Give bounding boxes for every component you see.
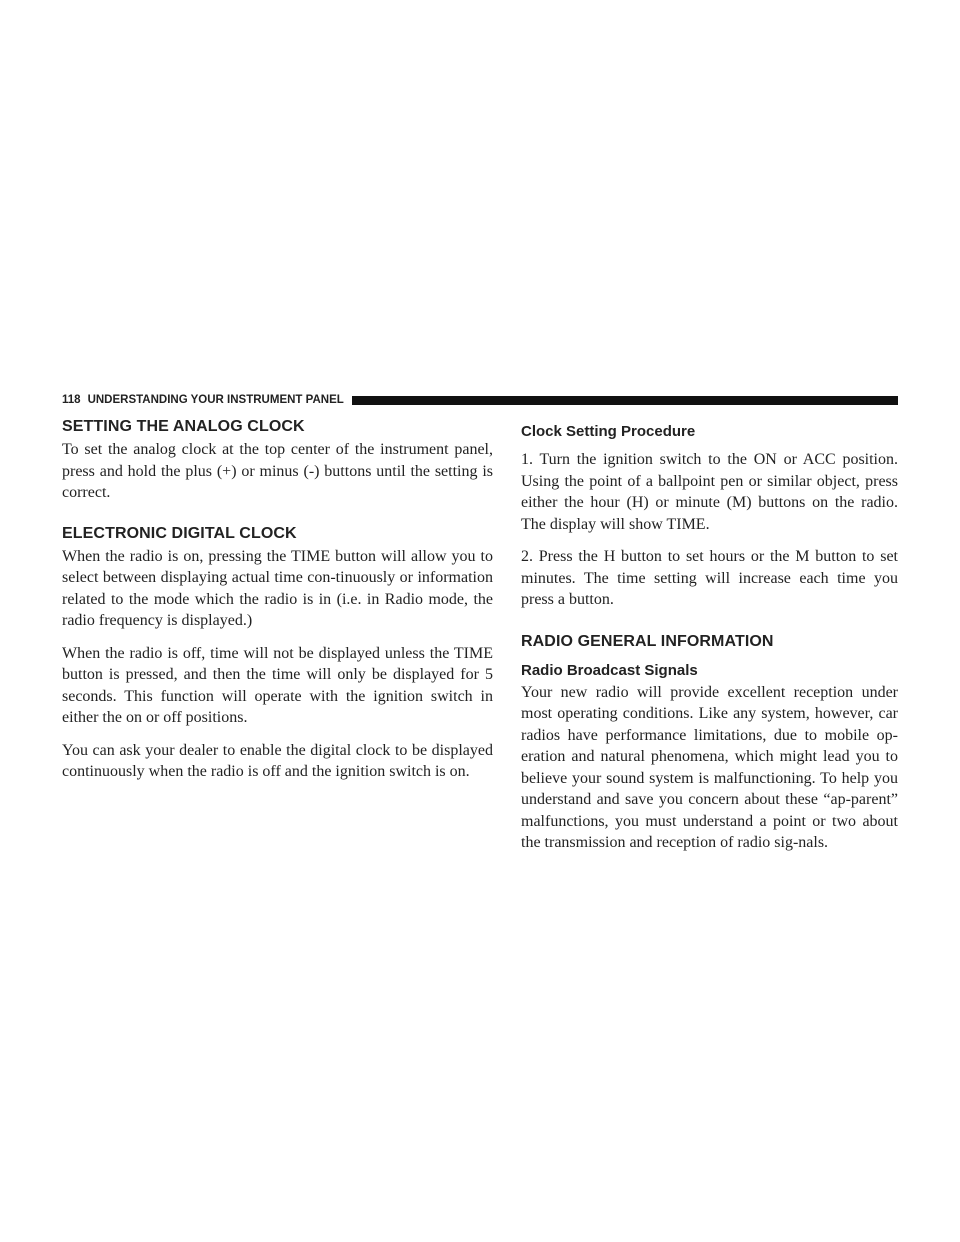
paragraph-digital-clock-3: You can ask your dealer to enable the digital clock to be displayed continuously when the radio is off and the ignition switch is on. <box>62 741 493 780</box>
header-rule <box>352 396 898 405</box>
section-title: UNDERSTANDING YOUR INSTRUMENT PANEL <box>87 394 344 406</box>
paragraph-digital-clock-1: When the radio is on, pressing the TIME button will allow you to select between displaying actual time con-tinuously or information related to the mode which the radio is in (i.e. in Radio mode, the radio frequency is displayed.) <box>62 547 493 629</box>
step-2: 2. Press the H button to set hours or the M button to set minutes. The time setting will increase each time you press a button. <box>521 548 898 608</box>
paragraph-analog-clock: To set the analog clock at the top center of the instrument panel, press and hold the plus (+) or minus (-) buttons until the setting is correct. <box>62 441 493 501</box>
step-1: 1. Turn the ignition switch to the ON or ACC position. Using the point of a ballpoint pen or similar object, press either the hour (H) or minute (M) buttons on the radio. The display will show TIME. <box>521 451 898 533</box>
paragraph-radio-broadcast-signals: Your new radio will provide excellent reception under most operating conditions. Like any system, however, car radios have performance limitations, due to mobile op-eration and natural phenomena, which might lead you to believe your sound system is malfunctioning. To help you understand and save you concern about these “ap-parent” malfunctions, you must understand a point or two about the transmission and reception of radio sig-nals. <box>521 683 898 851</box>
left-column <box>62 418 493 783</box>
heading-analog-clock: SETTING THE ANALOG CLOCK <box>62 418 305 435</box>
heading-radio-general-information: RADIO GENERAL INFORMATION <box>521 632 774 650</box>
heading-digital-clock: ELECTRONIC DIGITAL CLOCK <box>62 524 297 542</box>
page-number: 118 <box>62 394 81 406</box>
heading-radio-broadcast-signals: Radio Broadcast Signals <box>521 661 698 679</box>
page-header <box>62 393 898 407</box>
heading-clock-setting-procedure: Clock Setting Procedure <box>521 423 696 440</box>
paragraph-digital-clock-2: When the radio is off, time will not be displayed unless the TIME button is pressed, and then the time will only be displayed for 5 seconds. This function will operate with the ignition switch in either the on or off positions. <box>62 644 493 726</box>
right-column <box>521 418 898 854</box>
